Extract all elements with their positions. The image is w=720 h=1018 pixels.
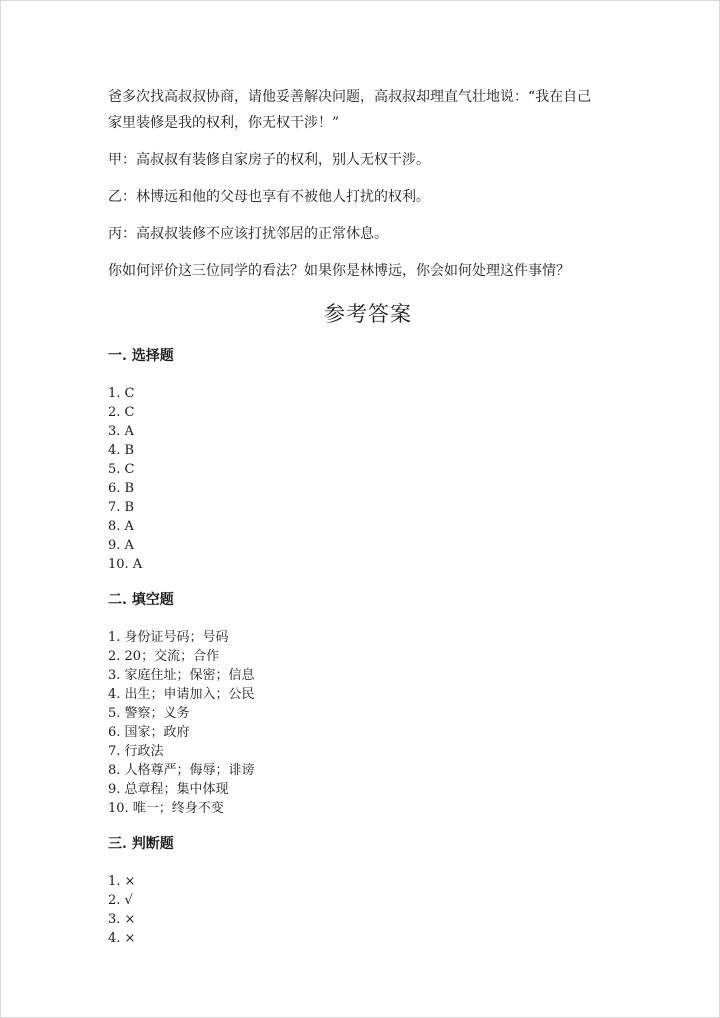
list-item: 4. × — [108, 931, 136, 946]
list-item: 2. √ — [108, 893, 133, 908]
section-heading-fill: 二. 填空题 — [108, 592, 174, 608]
question-prompt: 你如何评价这三位同学的看法？如果你是林博远，你会如何处理这件事情？ — [108, 263, 570, 279]
question-intro-line-1: 爸多次找高叔叔协商，请他妥善解决问题，高叔叔却理直气壮地说：“我在自己 — [108, 89, 592, 105]
answer-title: 参考答案 — [324, 302, 412, 326]
list-item: 1. × — [108, 874, 136, 889]
list-item: 3. 家庭住址；保密；信息 — [108, 668, 255, 683]
opinion-bing: 丙：高叔叔装修不应该打扰邻居的正常休息。 — [108, 226, 388, 242]
list-item: 7. B — [108, 500, 135, 515]
answer-list-choice — [108, 384, 628, 574]
answer-list-fill — [108, 628, 628, 818]
list-item: 5. 警察；义务 — [108, 706, 190, 721]
list-item: 9. 总章程；集中体现 — [108, 782, 229, 797]
section-heading-judge: 三. 判断题 — [108, 836, 174, 852]
list-item: 10. A — [108, 557, 143, 572]
opinion-yi: 乙：林博远和他的父母也享有不被他人打扰的权利。 — [108, 189, 430, 205]
list-item: 8. 人格尊严；侮辱；诽谤 — [108, 763, 255, 778]
list-item: 4. B — [108, 443, 135, 458]
list-item: 3. × — [108, 912, 136, 927]
opinion-jia: 甲：高叔叔有装修自家房子的权利，别人无权干涉。 — [108, 152, 430, 168]
list-item: 9. A — [108, 538, 134, 553]
list-item: 10. 唯一；终身不变 — [108, 801, 224, 816]
list-item: 5. C — [108, 462, 135, 477]
list-item: 2. C — [108, 405, 135, 420]
list-item: 1. 身份证号码；号码 — [108, 630, 229, 645]
question-intro-line-2: 家里装修是我的权利，你无权干涉！” — [108, 115, 340, 131]
list-item: 6. B — [108, 481, 135, 496]
answer-list-judge — [108, 872, 628, 948]
list-item: 2. 20；交流；合作 — [108, 649, 220, 664]
list-item: 3. A — [108, 424, 134, 439]
section-heading-choice: 一. 选择题 — [108, 348, 174, 364]
document-body — [108, 84, 628, 948]
list-item: 6. 国家；政府 — [108, 725, 190, 740]
list-item: 8. A — [108, 519, 134, 534]
list-item: 4. 出生；申请加入；公民 — [108, 687, 255, 702]
list-item: 7. 行政法 — [108, 744, 164, 759]
list-item: 1. C — [108, 386, 135, 401]
